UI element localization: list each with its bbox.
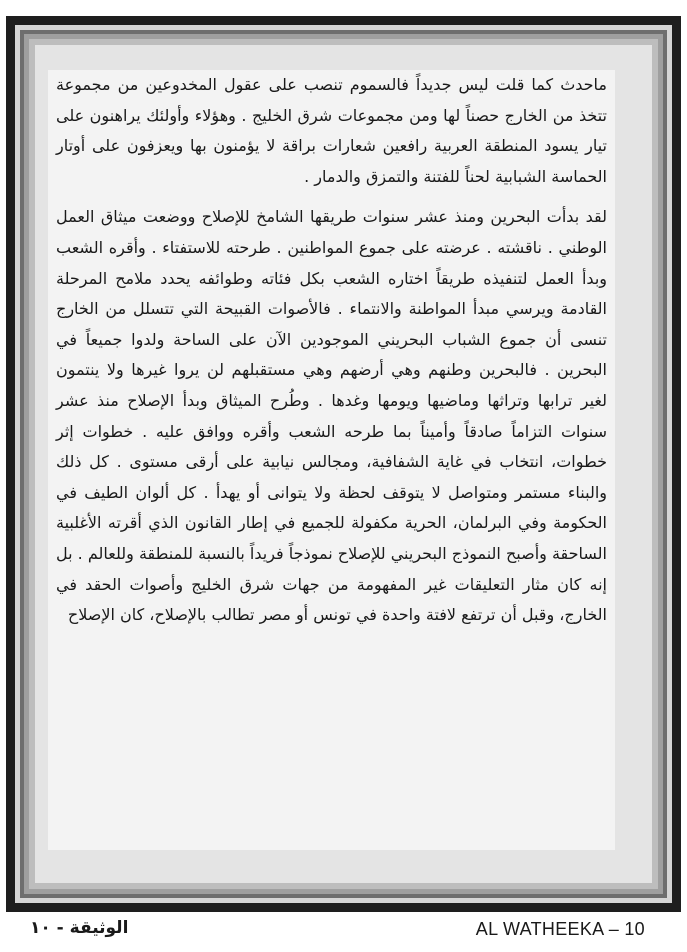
- article-paragraph-1: ماحدث كما قلت ليس جديداً فالسموم تنصب على عقول المخدوعين من مجموعة تتخذ من الخارج حصناً لها ومن مجموعات شرق الخليج . وهؤلاء وأولئك يراهنون على تيار يسود المنطقة العربية رافعين شعارات براقة لا يؤمنون بها ويعزفون على أوتار الحماسة الشبابية لحناً للفتنة والتمزق والدمار .: [56, 75, 607, 186]
- arabic-page-number: الوثيقة - ١٠: [30, 918, 129, 938]
- english-page-number: AL WATHEEKA – 10: [475, 919, 645, 939]
- article-body: [48, 70, 615, 850]
- article-paragraph-2: لقد بدأت البحرين ومنذ عشر سنوات طريقها الشامخ للإصلاح ووضعت ميثاق العمل الوطني . ناقشته . عرضته على جموع المواطنين . طرحته للاستفتاء . وأقره الشعب وبدأ العمل لتنفيذه طريقاً اختاره الشعب بكل فئاته وطوائفه يحدد ملامح المرحلة القادمة ويرسي مبدأ المواطنة والانتماء . فالأصوات القبيحة التي تتسلل من الخارج تنسى أن جموع الشباب البحريني الموجودين الآن على الساحة ولدوا جميعاً في البحرين . فالبحرين وطنهم وهي أرضهم وهي مستقبلهم لن يروا غيرها ولا ينتمون لغير ترابها وتراثها وماضيها ويومها وغدها . وطُرح الميثاق وبدأ الإصلاح منذ عشر سنوات التزاماً صادقاً وأميناً بما طرحه الشعب وأقره ووافق عليه . خطوات إثر خطوات، انتخاب في غاية الشفافية، ومجالس نيابية على أرقى مستوى . كل ذلك والبناء مستمر ومتواصل لا يتوقف لحظة ولا يتوانى أو يهدأ . كل ألوان الطيف في الحكومة وفي البرلمان، الحرية مكفولة للجميع في إطار القانون الذي أقرته الأغلبية الساحقة وأصبح النموذج البحريني للإصلاح نموذجاً فريداً بالنسبة للمنطقة وللعالم . بل إنه كان مثار التعليقات غير المفهومة من جهات شرق الخليج وأصوات الحقد في الخارج، وقبل أن ترتفع لافتة واحدة في تونس أو مصر تطالب بالإصلاح، كان الإصلاح: [56, 207, 607, 625]
